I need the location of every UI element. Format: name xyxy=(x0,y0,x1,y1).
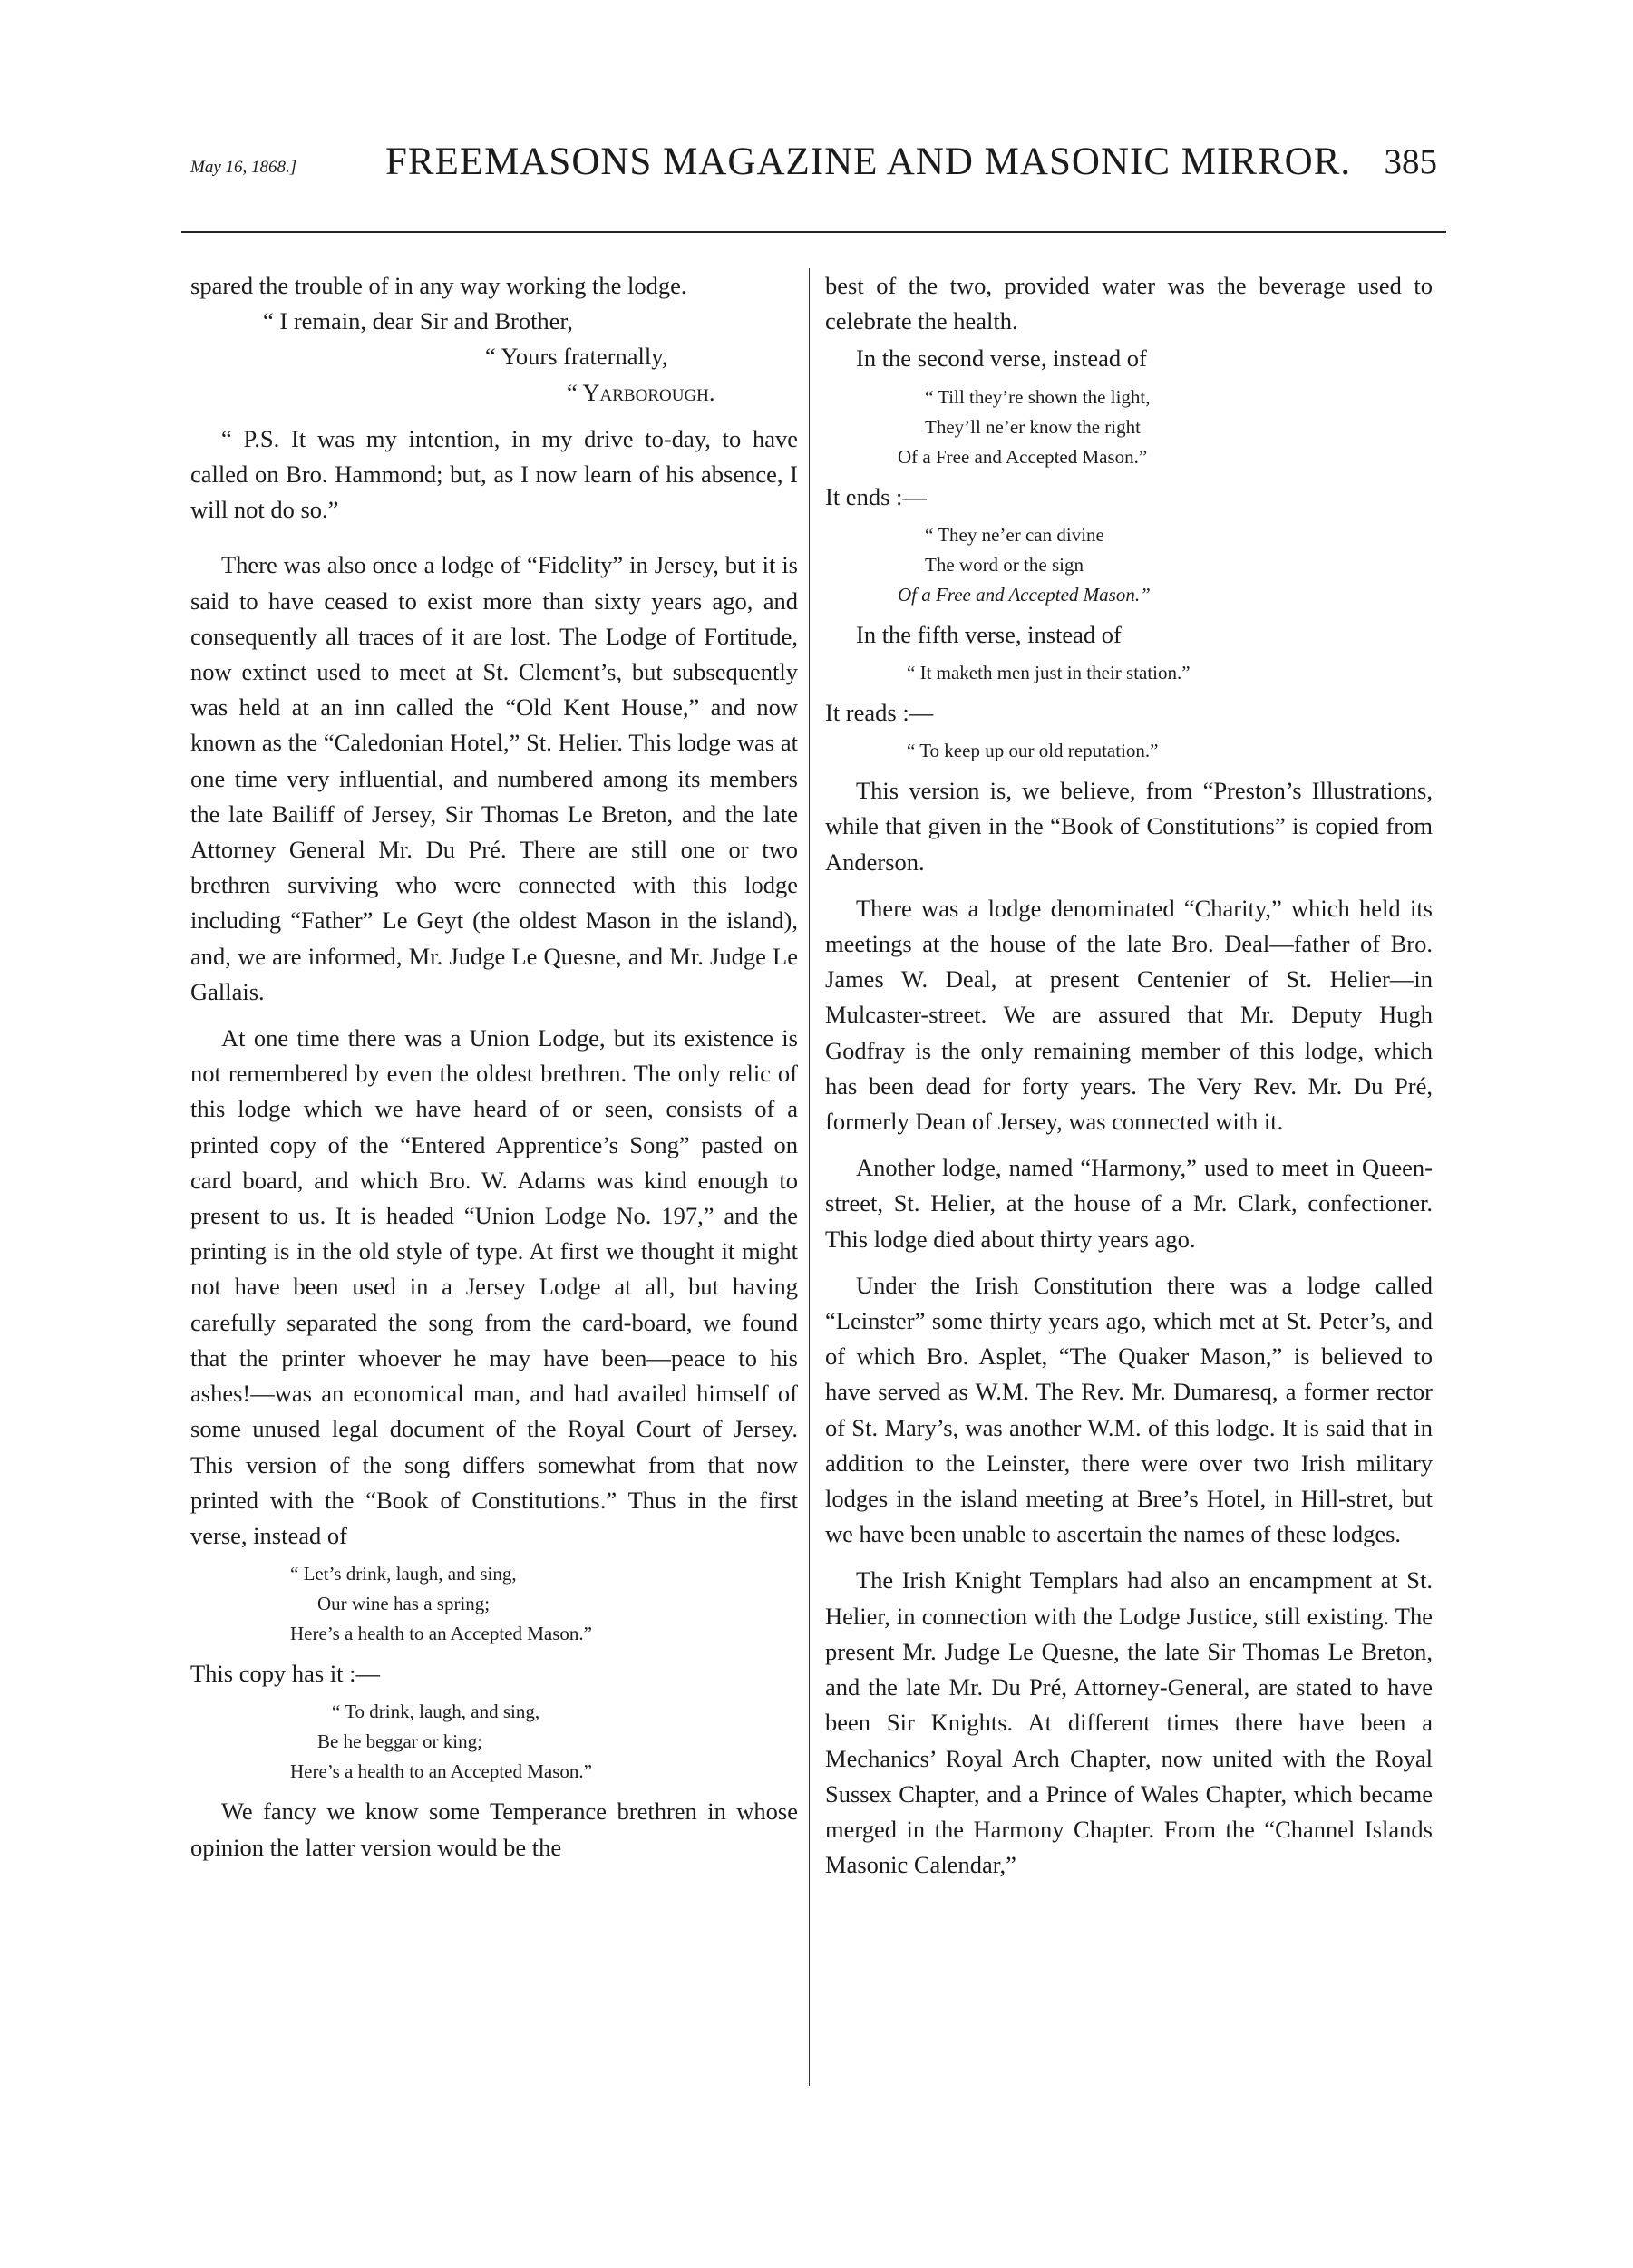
paragraph: In the fifth verse, instead of xyxy=(856,620,1122,648)
verse-line: Be he beggar or king; xyxy=(317,1730,482,1753)
left-column xyxy=(190,268,798,1866)
verse-line: “ It maketh men just in their station.” xyxy=(907,662,1191,684)
letter-closing-2: “ Yours fraternally, xyxy=(485,343,668,371)
paragraph: Under the Irish Constitution there was a lodge called “Leinster” some thirty years ago, which met at St. Peter’s, and of which Bro. Asplet, “The Quaker Mason,” is believed to have served as W.M. The Rev. Mr. Dumaresq, a former rector of St. Mary’s, was another W.M. of this lodge. It is said that in addition to the Leinster, there were over two Irish military lodges in the island meeting at Bree’s Hotel, in Hill-stret, but we have been unable to ascertain the names of these lodges. xyxy=(825,1271,1433,1548)
right-column xyxy=(825,268,1433,1883)
page-number: 385 xyxy=(1384,142,1437,181)
verse-line: Here’s a health to an Accepted Mason.” xyxy=(290,1760,592,1783)
verse-line: “ To drink, laugh, and sing, xyxy=(332,1701,540,1723)
paragraph: This version is, we believe, from “Preston’s Illustrations, while that given in the “Book of Constitutions” is copied from Anderson. xyxy=(825,777,1433,876)
verse-line: “ To keep up our old reputation.” xyxy=(907,740,1159,762)
verse-line: Here’s a health to an Accepted Mason.” xyxy=(290,1623,592,1645)
paragraph: best of the two, provided water was the beverage used to celebrate the health. xyxy=(825,272,1433,335)
verse-block xyxy=(190,1697,798,1787)
paragraph: In the second verse, instead of xyxy=(856,344,1147,373)
paragraph: At one time there was a Union Lodge, but its existence is not remembered by even the oldest brethren. The only relic of this lodge which we have heard of or seen, consists of a printed copy of the “Entered Apprentice’s Song” pasted on card board, and which Bro. W. Adams was kind enough to present to us. It is headed “Union Lodge No. 197,” and the printing is in the old style of type. At first we thought it might not have been used in a Jersey Lodge at all, but having carefully separated the song from the card-board, we found that the printer whoever he may have been—peace to his ashes!—was an economical man, and had availed himself of some unused legal document of the Royal Court of Jersey. This version of the song differs somewhat from that now printed with the “Book of Constitutions.” Thus in the first verse, instead of xyxy=(190,1024,798,1549)
verse-line: “ They ne’er can divine xyxy=(925,523,1104,546)
paragraph: There was a lodge denominated “Charity,” which held its meetings at the house of the late Bro. Deal—father of Bro. James W. Deal, at present Centenier of St. Helier—in Mulcaster-street. We are assured that Mr. Deputy Hugh Godfray is the only remaining member of this lodge, which has been dead for forty years. The Very Rev. Mr. Du Pré, formerly Dean of Jersey, was connected with it. xyxy=(825,894,1433,1136)
verse-block xyxy=(825,520,1433,610)
verse-line: Our wine has a spring; xyxy=(317,1593,491,1615)
verse-label: It reads :— xyxy=(825,699,934,727)
verse-block xyxy=(825,736,1433,766)
letter-closing: “ I remain, dear Sir and Brother, xyxy=(263,307,573,335)
header-rule xyxy=(181,231,1446,233)
verse-block xyxy=(825,658,1433,688)
verse-block xyxy=(190,1559,798,1649)
verse-line: Of a Free and Accepted Mason.” xyxy=(898,445,1148,468)
letter-signature: “ Yarborough. xyxy=(567,378,715,406)
verse-label: This copy has it :— xyxy=(190,1660,381,1688)
page-header xyxy=(190,136,1437,190)
header-date: May 16, 1868.] xyxy=(190,158,297,177)
verse-line: They’ll ne’er know the right xyxy=(925,415,1141,438)
paragraph: There was also once a lodge of “Fidelity” in Jersey, but it is said to have ceased to exist more than sixty years ago, and consequently all traces of it are lost. The Lodge of Fortitude, now extinct used to meet at St. Clement’s, but subsequently was held at an inn called the “Old Kent House,” and now known as the “Caledonian Hotel,” St. Helier. This lodge was at one time very influential, and numbered among its members the late Bailiff of Jersey, Sir Thomas Le Breton, and the late Attorney General Mr. Du Pré. There are still one or two brethren surviving who were connected with this lodge including “Father” Le Geyt (the oldest Mason in the island), and, we are informed, Mr. Judge Le Quesne, and Mr. Judge Le Gallais. xyxy=(190,551,798,1005)
header-title: FREEMASONS MAGAZINE AND MASONIC MIRROR. xyxy=(385,141,1352,183)
paragraph: spared the trouble of in any way working the lodge. xyxy=(190,272,687,299)
verse-line: Of a Free and Accepted Mason.” xyxy=(898,583,1151,606)
postscript: “ P.S. It was my intention, in my drive to-day, to have called on Bro. Hammond; but, as I now learn of his absence, I will not do so.” xyxy=(190,424,798,524)
verse-block xyxy=(825,383,1433,472)
verse-label: It ends :— xyxy=(825,482,927,510)
column-divider xyxy=(809,268,810,2086)
paragraph: Another lodge, named “Harmony,” used to meet in Queen-street, St. Helier, at the house of a Mr. Clark, confectioner. This lodge died about thirty years ago. xyxy=(825,1154,1433,1253)
verse-line: “ Let’s drink, laugh, and sing, xyxy=(290,1563,517,1585)
verse-line: “ Till they’re shown the light, xyxy=(925,385,1151,408)
verse-line: The word or the sign xyxy=(925,553,1084,576)
paragraph: The Irish Knight Templars had also an encampment at St. Helier, in connection with the Lodge Justice, still existing. The present Mr. Judge Le Quesne, the late Sir Thomas Le Breton, and the late Mr. Du Pré, Attorney-General, are stated to have been Sir Knights. At different times there have been a Mechanics’ Royal Arch Chapter, now united with the Royal Sussex Chapter, and a Prince of Wales Chapter, which became merged in the Harmony Chapter. From the “Channel Islands Masonic Calendar,” xyxy=(825,1566,1433,1879)
paragraph: We fancy we know some Temperance brethren in whose opinion the latter version would be the xyxy=(190,1798,798,1861)
